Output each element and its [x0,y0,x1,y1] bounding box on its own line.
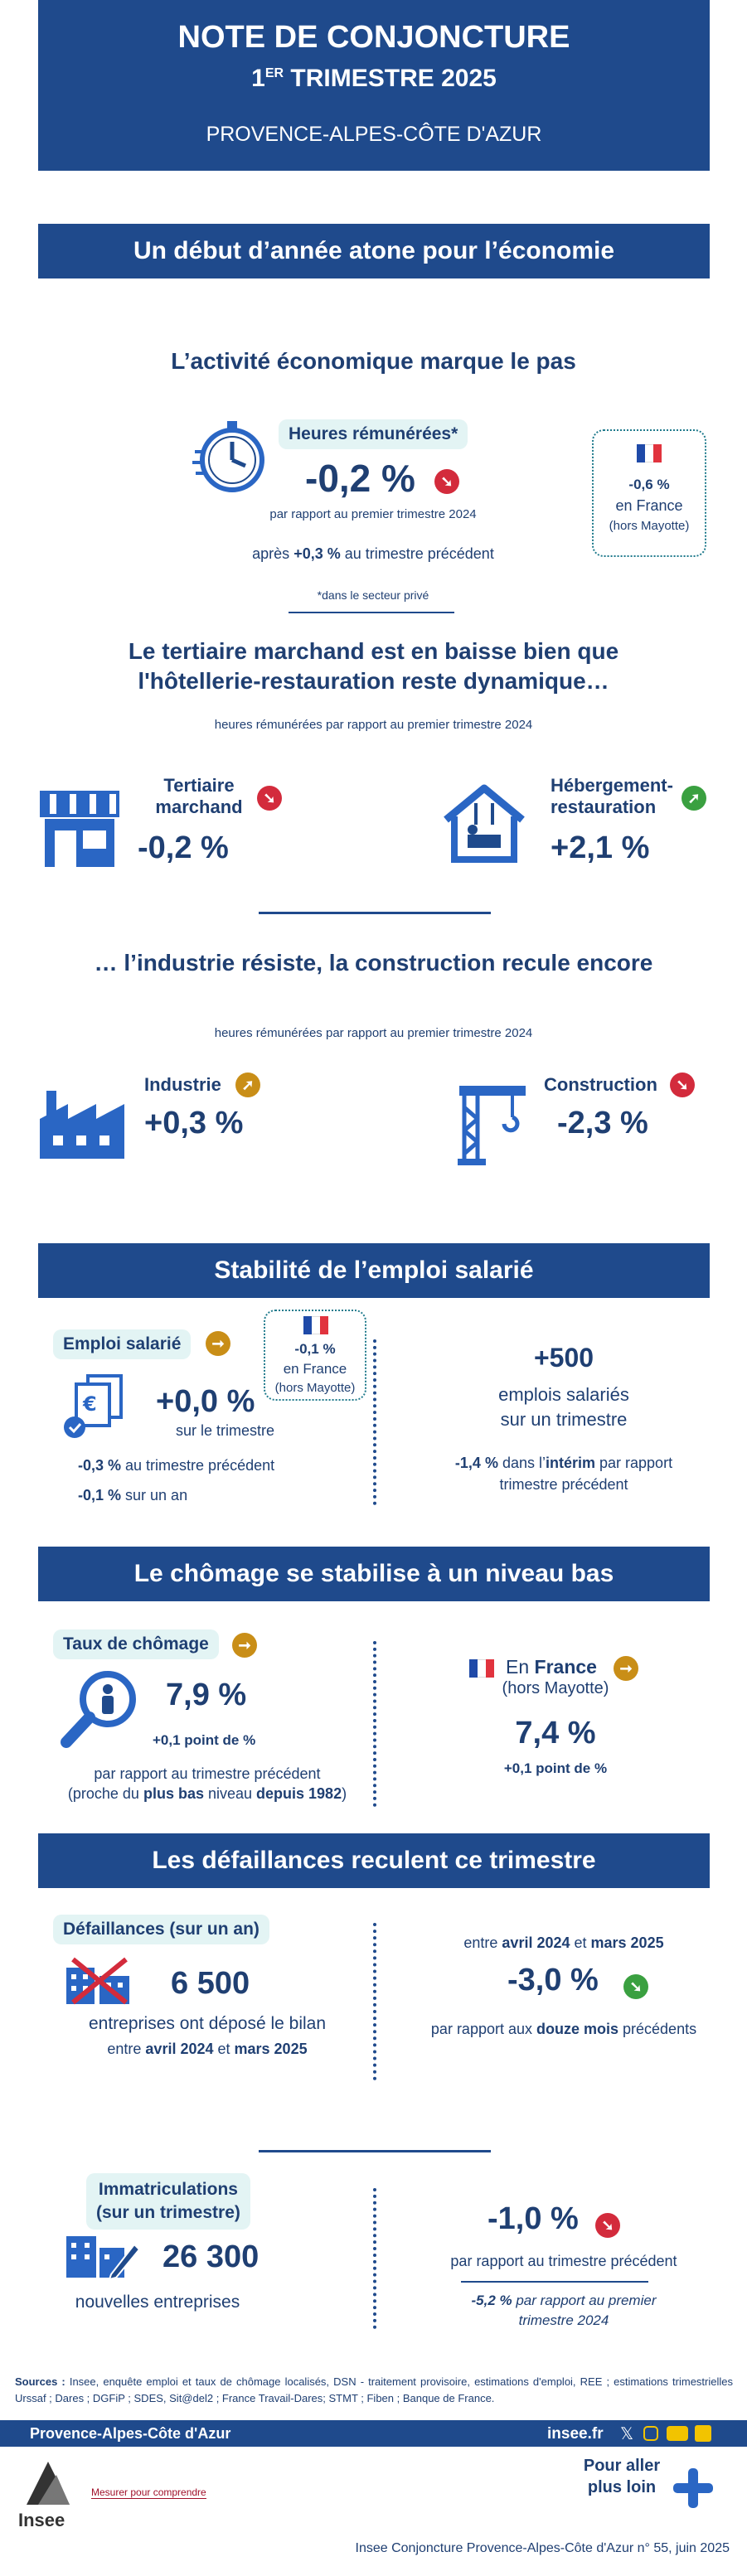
header-region: PROVENCE-ALPES-CÔTE D'AZUR [206,123,542,146]
s6-value: 6 500 [171,1966,250,2001]
heb-label: Hébergement- restauration [551,775,673,817]
s6-l3: nouvelles entreprises [75,2293,240,2312]
insee-logo [23,2458,73,2508]
up-arrow-icon: ➚ [682,786,706,811]
s5-l1: par rapport au trimestre précédent [94,1765,321,1782]
s4-right-l1: emplois salariés [498,1384,629,1405]
down-arrow-icon: ➘ [595,2213,620,2238]
tert-label: Tertiaire marchand [155,775,243,817]
s6-r-l1: par rapport aux douze mois précédents [430,2021,697,2037]
s6-r2-note: -5,2 % par rapport au premier trimestre 2024 [471,2293,657,2328]
s6-r-value: -3,0 % [507,1963,599,1997]
down-arrow-icon: ➘ [434,469,459,494]
shop-icon [38,787,121,870]
x-icon[interactable]: 𝕏 [620,2425,634,2443]
section-economie-bar: Un début d’année atone pour l’économie [38,224,710,278]
emploi-salarie-tag: Emploi salarié [53,1329,191,1359]
s5-fr-pt: +0,1 point de % [503,1760,608,1776]
right-arrow-icon: ➞ [206,1331,230,1356]
tert-value: -0,2 % [138,830,229,865]
publication-ref: Insee Conjoncture Provence-Alpes-Côte d'Azur n° 55, juin 2025 [355,2541,730,2555]
factory-icon [38,1086,126,1160]
down-arrow-icon: ➘ [670,1073,695,1097]
divider [259,2150,491,2152]
s3-sub: heures rémunérées par rapport au premier trimestre 2024 [214,1026,533,1040]
insee-wordmark: Insee [18,2510,65,2530]
s5-fr-label: En France [506,1656,597,1678]
divider [461,2281,648,2283]
s1-fr-l1: en France [615,497,683,514]
divider [289,612,454,613]
s6-value2: 26 300 [162,2239,260,2274]
s1-fr-l2: (hors Mayotte) [609,519,690,533]
header-title: NOTE DE CONJONCTURE [177,20,570,55]
right-arrow-icon: ➞ [232,1633,257,1658]
linkedin-icon[interactable] [695,2425,711,2442]
clock-icon [191,414,274,497]
s1-heading: L’activité économique marque le pas [171,348,576,374]
right-arrow-icon: ➞ [614,1656,638,1681]
crane-icon [454,1082,529,1165]
france-box [264,1310,366,1401]
france-flag-icon [469,1659,494,1678]
s5-fr-c: (hors Mayotte) [502,1679,609,1697]
s4-fr-value: -0,1 % [294,1341,336,1357]
payslip-icon [63,1373,129,1441]
divider [373,1923,376,2080]
header-banner [38,0,710,171]
s4-right-value: +500 [533,1343,594,1373]
svg-text:€: € [83,1392,97,1416]
con-label: Construction [544,1074,657,1095]
s6-r2-value: -1,0 % [487,2201,579,2236]
down-arrow-icon: ➘ [623,1974,648,1999]
s4-interim: -1,4 % dans l’intérim par rapport trimestre précédent [454,1455,673,1493]
france-flag-icon [303,1316,328,1334]
sources: Sources : Insee, enquête emploi et taux de chômage localisés, DSN - traitement provisoire, estimations d'emploi, REE ; estimations trimestrielles Urssaf ; Dares ; DGFiP ; SDES, Sit@del2 ; France Travail-Dares; STMT ; Fiben ; Banque de France. [15,2375,733,2404]
ind-value: +0,3 % [144,1106,244,1140]
s3-heading: … l’industrie résiste, la construction recule encore [94,950,653,976]
s1-note: *dans le secteur privé [317,588,429,602]
heb-value: +2,1 % [551,830,650,865]
buildings-crossed-icon [63,1956,133,2006]
s5-pt: +0,1 point de % [153,1732,256,1748]
hotel-icon [439,783,529,866]
section-chomage-bar: Le chômage se stabilise à un niveau bas [38,1547,710,1601]
s1-prev: après +0,3 % au trimestre précédent [252,545,494,562]
footer-region: Provence-Alpes-Côte d'Azur [30,2425,231,2442]
heures-remunerees-tag: Heures rémunérées* [279,419,468,449]
divider [373,1641,376,1807]
con-value: -2,3 % [557,1106,648,1140]
flat-up-arrow-icon: ➚ [235,1073,260,1097]
insee-link[interactable]: insee.fr [547,2425,604,2443]
s6-r-period: entre avril 2024 et mars 2025 [463,1934,664,1951]
plus-icon[interactable] [672,2467,715,2510]
s1-sub: par rapport au premier trimestre 2024 [269,507,477,521]
s6-r2-l1: par rapport au trimestre précédent [450,2253,677,2269]
divider [259,912,491,914]
s6-l2: entre avril 2024 et mars 2025 [107,2041,308,2057]
s4-sub: sur le trimestre [176,1422,275,1439]
france-box [592,429,706,557]
s4-l1: -0,3 % au trimestre précédent [78,1457,275,1474]
s2-heading-l2: l'hôtellerie-restauration reste dynamique… [138,668,609,694]
s5-fr-value: 7,4 % [515,1716,596,1750]
buildings-pen-icon [63,2230,141,2279]
header-quarter: 1ER TRIMESTRE 2025 [251,65,497,92]
immatriculations-tag: Immatriculations (sur un trimestre) [86,2173,250,2230]
s4-right-l2: sur un trimestre [500,1409,628,1430]
down-arrow-icon: ➘ [257,786,282,811]
instagram-icon[interactable] [643,2426,658,2441]
s5-l2: (proche du plus bas niveau depuis 1982) [67,1785,347,1802]
youtube-icon[interactable] [667,2426,688,2441]
s4-fr-l1: en France [283,1361,347,1377]
divider [373,2188,376,2329]
s6-l1: entreprises ont déposé le bilan [88,2014,327,2033]
s1-fr-value: -0,6 % [628,477,670,492]
footer-band [0,2420,747,2447]
france-flag-icon [637,444,662,462]
s4-fr-l2: (hors Mayotte) [274,1381,356,1395]
s2-sub: heures rémunérées par rapport au premier trimestre 2024 [214,718,533,732]
s5-value: 7,9 % [166,1678,247,1712]
insee-tagline: Mesurer pour comprendre [91,2486,206,2498]
pour-aller-plus-loin-link[interactable]: Pour aller plus loin [583,2457,661,2496]
section-defaillances-bar: Les défaillances reculent ce trimestre [38,1833,710,1888]
s2-heading-l1: Le tertiaire marchand est en baisse bien que [128,638,619,664]
magnifier-person-icon [60,1666,143,1749]
s4-l2: -0,1 % sur un an [78,1487,188,1503]
divider [373,1339,376,1505]
taux-chomage-tag: Taux de chômage [53,1629,219,1659]
s1-value: -0,2 % [305,457,415,500]
s4-value: +0,0 % [156,1384,255,1419]
section-emploi-bar: Stabilité de l’emploi salarié [38,1243,710,1298]
ind-label: Industrie [144,1074,221,1095]
defaillances-tag: Défaillances (sur un an) [53,1915,269,1944]
